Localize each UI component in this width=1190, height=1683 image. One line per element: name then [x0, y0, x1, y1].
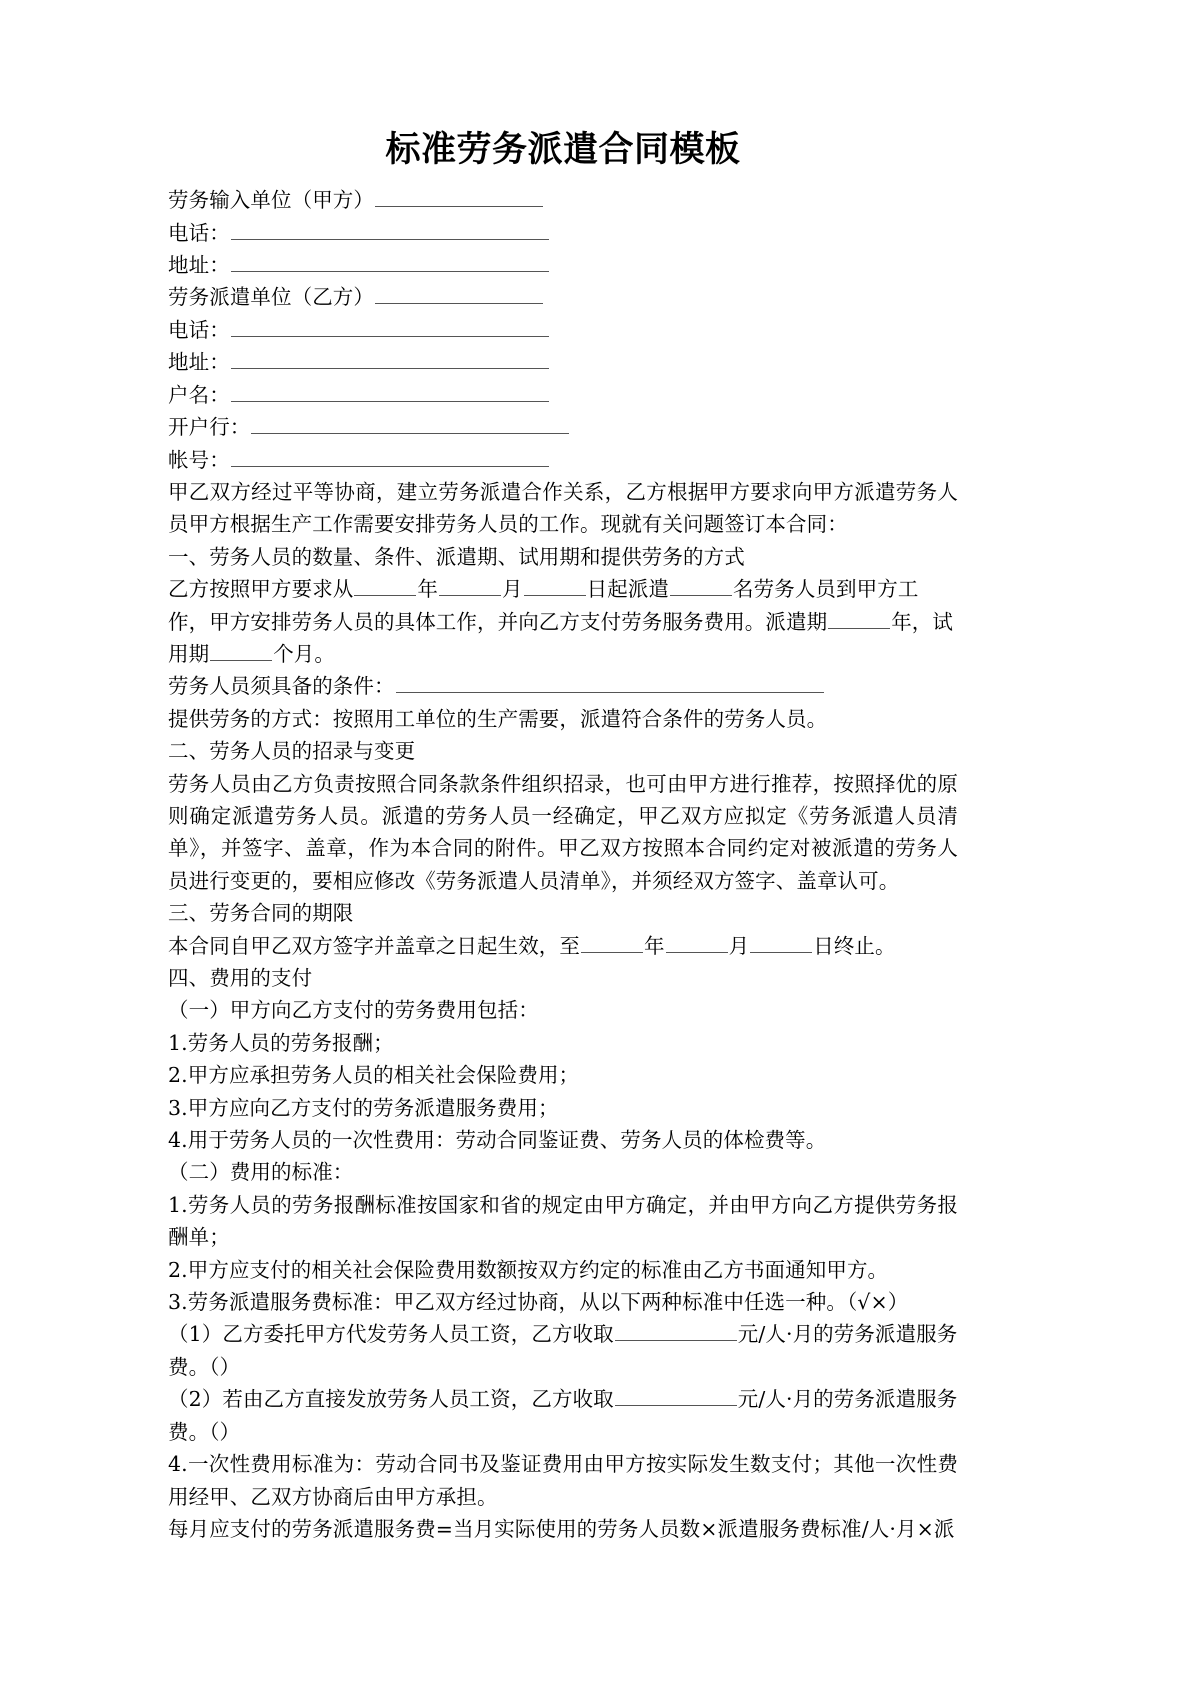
section-4-sub2-heading: （二）费用的标准：	[168, 1160, 354, 1185]
section-4-sub1-item-4: 4.用于劳务人员的一次性费用：劳动合同鉴证费、劳务人员的体检费等。	[168, 1128, 827, 1153]
form-label-phone-b: 电话：	[168, 317, 230, 342]
section-1-dispatch-paragraph	[168, 573, 958, 670]
form-blank-phone-b[interactable]	[231, 316, 549, 337]
term-blank-month[interactable]	[666, 932, 728, 953]
term-text-b: 年	[644, 933, 665, 958]
term-blank-day[interactable]	[750, 932, 812, 953]
conditions-label: 劳务人员须具备的条件：	[168, 674, 395, 699]
section-1-heading: 一、劳务人员的数量、条件、派遣期、试用期和提供劳务的方式	[168, 544, 745, 569]
section-1-service-mode: 提供劳务的方式：按照用工单位的生产需要，派遣符合条件的劳务人员。	[168, 706, 828, 731]
form-row-party-a	[168, 184, 958, 216]
section-4-sub2-item-1: 1.劳务人员的劳务报酬标准按国家和省的规定由甲方确定，并由甲方向乙方提供劳务报酬单；	[168, 1192, 958, 1250]
term-text-a: 本合同自甲乙双方签字并盖章之日起生效，至	[168, 933, 580, 958]
dispatch-text-e: 名劳务人员到甲方工作，甲方安排劳务人员的具体工作，并向乙方支付劳务服务费用。派遣期	[168, 577, 919, 634]
section-4-sub2-item-3: 3.劳务派遣服务费标准：甲乙双方经过协商，从以下两种标准中任选一种。（√×）	[168, 1290, 909, 1315]
section-4-sub2-item-2: 2.甲方应支付的相关社会保险费用数额按双方约定的标准由乙方书面通知甲方。	[168, 1257, 889, 1282]
dispatch-text-a: 乙方按照甲方要求从	[168, 577, 354, 602]
section-2-heading: 二、劳务人员的招录与变更	[168, 739, 416, 764]
dispatch-text-d: 日起派遣	[586, 577, 670, 602]
form-blank-party-a[interactable]	[375, 186, 543, 207]
option-1-text-b: 元/人·月的劳务派遣服务费。（）	[168, 1322, 958, 1379]
section-3-heading: 三、劳务合同的期限	[168, 901, 354, 926]
form-row-phone-b	[168, 314, 958, 346]
option-1-blank-amount[interactable]	[615, 1320, 737, 1341]
section-4-sub1-item-2: 2.甲方应承担劳务人员的相关社会保险费用；	[168, 1063, 580, 1088]
section-3-term-paragraph	[168, 930, 958, 962]
form-blank-address-b[interactable]	[231, 348, 549, 369]
form-label-phone-a: 电话：	[168, 220, 230, 245]
form-label-account-name: 户名：	[168, 382, 230, 407]
form-blank-party-b[interactable]	[375, 283, 543, 304]
form-label-bank: 开户行：	[168, 415, 251, 440]
dispatch-blank-year[interactable]	[354, 575, 416, 596]
form-label-party-b: 劳务派遣单位（乙方）	[168, 285, 374, 310]
form-row-phone-a	[168, 217, 958, 249]
document-body	[168, 184, 958, 1545]
dispatch-text-b: 年	[417, 577, 439, 602]
form-label-address-b: 地址：	[168, 350, 230, 375]
form-blank-account-number[interactable]	[231, 445, 549, 466]
option-2-text-b: 元/人·月的劳务派遣服务费。（）	[168, 1387, 958, 1444]
form-label-account-number: 帐号：	[168, 447, 230, 472]
section-4-sub1-item-1: 1.劳务人员的劳务报酬；	[168, 1030, 394, 1055]
option-1-text-a: （1）乙方委托甲方代发劳务人员工资，乙方收取	[168, 1322, 614, 1347]
form-blank-address-a[interactable]	[231, 251, 549, 272]
dispatch-text-f: 年，试用期	[168, 609, 954, 666]
dispatch-blank-count[interactable]	[670, 575, 732, 596]
form-blank-bank[interactable]	[251, 413, 569, 434]
dispatch-blank-period-years[interactable]	[828, 607, 890, 628]
section-4-sub2-item-4: 4.一次性费用标准为：劳动合同书及鉴证费用由甲方按实际发生数支付；其他一次性费用经甲、乙双方协商后由甲方承担。	[168, 1452, 958, 1509]
form-blank-account-name[interactable]	[231, 381, 549, 402]
section-4-sub1-item-3: 3.甲方应向乙方支付的劳务派遣服务费用；	[168, 1095, 559, 1120]
form-row-address-b	[168, 346, 958, 378]
dispatch-blank-day[interactable]	[524, 575, 586, 596]
form-row-account-name	[168, 379, 958, 411]
preamble-paragraph: 甲乙双方经过平等协商，建立劳务派遣合作关系，乙方根据甲方要求向甲方派遣劳务人员甲方根据生产工作需要安排劳务人员的工作。现就有关问题签订本合同：	[168, 479, 958, 537]
section-4-option-1	[168, 1318, 958, 1383]
dispatch-blank-month[interactable]	[439, 575, 501, 596]
section-4-option-2	[168, 1383, 958, 1448]
form-row-party-b	[168, 281, 958, 313]
section-2-body: 劳务人员由乙方负责按照合同条款条件组织招录，也可由甲方进行推荐，按照择优的原则确定派遣劳务人员。派遣的劳务人员一经确定，甲乙双方应拟定《劳务派遣人员清单》，并签字、盖章，作为本合同的附件。甲乙双方按照本合同约定对被派遣的劳务人员进行变更的，要相应修改《劳务派遣人员清单》，并须经双方签字、盖章认可。	[168, 771, 958, 893]
dispatch-text-c: 月	[502, 577, 523, 602]
option-2-blank-amount[interactable]	[615, 1385, 737, 1406]
section-1-conditions-row	[168, 670, 958, 702]
section-4-formula: 每月应支付的劳务派遣服务费=当月实际使用的劳务人员数×派遣服务费标准/人·月×派	[168, 1516, 955, 1541]
form-label-address-a: 地址：	[168, 253, 230, 278]
dispatch-text-g: 个月。	[273, 641, 336, 666]
section-4-heading: 四、费用的支付	[168, 966, 313, 990]
term-text-c: 月	[728, 933, 750, 958]
section-4-sub1-heading: （一）甲方向乙方支付的劳务费用包括：	[168, 998, 539, 1023]
conditions-blank[interactable]	[396, 672, 824, 693]
option-2-text-a: （2）若由乙方直接发放劳务人员工资，乙方收取	[168, 1387, 614, 1412]
term-text-d: 日终止。	[813, 933, 896, 958]
form-row-bank	[168, 411, 958, 443]
form-row-account-number	[168, 444, 958, 476]
form-row-address-a	[168, 249, 958, 281]
term-blank-year[interactable]	[581, 932, 643, 953]
form-label-party-a: 劳务输入单位（甲方）	[168, 188, 374, 213]
dispatch-blank-probation-months[interactable]	[210, 640, 272, 661]
page-title: 标准劳务派遣合同模板	[385, 130, 741, 170]
form-blank-phone-a[interactable]	[231, 219, 549, 240]
